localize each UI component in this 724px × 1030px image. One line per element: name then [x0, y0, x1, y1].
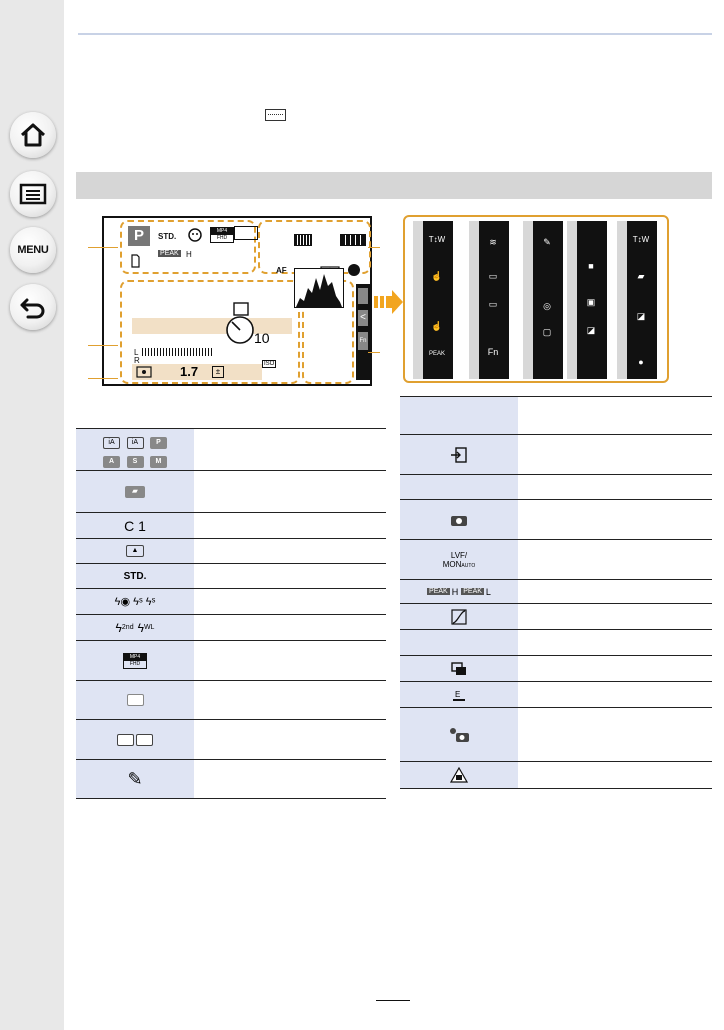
creative-control-icon: ✎ [543, 237, 551, 247]
icon-cell [76, 589, 194, 614]
s-mode-icon: S [127, 456, 144, 468]
table-row [76, 513, 386, 539]
icon-cell [76, 720, 194, 759]
record-dot [348, 264, 360, 276]
callout-line-2 [88, 345, 118, 346]
icon-cell [400, 397, 518, 434]
creative-control-icon: ✎ [127, 768, 143, 789]
flash-icon: ▭ [488, 271, 498, 281]
callout-line-1 [88, 247, 118, 248]
overheat-warning-icon [450, 767, 468, 783]
icon-cell [400, 500, 518, 539]
icon-cell [76, 641, 194, 680]
table-row [400, 630, 712, 656]
second-curtain-label: 2nd [121, 624, 134, 631]
movie-format-top: MP4 [211, 228, 233, 235]
flash-mode-icons: ϟ◉ ϟˢ ϟˢ [114, 596, 156, 608]
touch-tab-1[interactable] [358, 288, 368, 304]
home-button[interactable] [10, 112, 56, 158]
peaking-level: H [186, 250, 192, 259]
scene-icon: ▭ [488, 299, 498, 309]
movie-icon: ▰ [637, 271, 645, 281]
table-row [76, 641, 386, 681]
tab-strip-3[interactable] [531, 221, 563, 379]
icon-cell [76, 429, 194, 470]
metering-icon [136, 366, 152, 378]
list-icon [19, 183, 47, 205]
lvf-label: LVF/ [450, 550, 468, 560]
table-row [400, 762, 712, 789]
aperture-value: 1.7 [180, 364, 199, 379]
movie-mode-icon: ▰ [125, 486, 145, 498]
touch-tab-fn[interactable]: Fn [358, 332, 368, 350]
icon-cell [400, 762, 518, 788]
peaking-low-label: L [485, 586, 491, 597]
icon-cell [76, 564, 194, 588]
table-row [76, 539, 386, 564]
card-slot-icon [450, 447, 468, 463]
tab-strip-1[interactable] [421, 221, 453, 379]
callout-line-3 [88, 378, 118, 379]
sidebar [0, 0, 64, 1030]
icon-cell [76, 681, 194, 719]
icon-cell [400, 475, 518, 499]
auto-text: AUTO [461, 562, 476, 569]
icon-cell [400, 630, 518, 655]
home-icon [19, 122, 47, 148]
icon-cell [400, 604, 518, 629]
iso-indicator: ISO [264, 361, 275, 367]
page-number-rule [376, 1000, 410, 1001]
table-of-contents-button[interactable] [10, 171, 56, 217]
callout-line-4 [368, 247, 380, 248]
af-mode: AF [276, 266, 287, 275]
wireless-label: WL [143, 624, 155, 631]
menu-button[interactable] [10, 227, 56, 273]
tab-strip-2-edge [469, 221, 479, 379]
quality-icon-a [117, 734, 134, 746]
icon-cell [400, 708, 518, 761]
mic-icon: ● [638, 357, 644, 367]
icon-cell [400, 540, 518, 579]
icon-cell [76, 513, 194, 538]
table-row [400, 682, 712, 708]
callout-line-5 [368, 352, 380, 353]
custom-mode-icon: C 1 [124, 517, 146, 534]
touch-af-icon: ☝ [431, 271, 443, 281]
mon-label [443, 560, 475, 569]
touch-tab-panel [403, 215, 669, 383]
peaking-tab: PEAK [428, 351, 445, 357]
movie-format-bottom: FHD [216, 235, 228, 241]
icon-cell [76, 471, 194, 512]
table-row [400, 604, 712, 630]
section-heading-bar [76, 172, 712, 199]
icon-cell [400, 682, 518, 707]
multi-exposure-icon [451, 662, 467, 676]
icon-cell [76, 539, 194, 563]
exposure-icon: ◪ [586, 325, 596, 335]
touch-tab-arrow[interactable]: < [358, 310, 368, 326]
ia-plus-icon: iA [127, 437, 144, 449]
exposure-icon-2: ◪ [636, 311, 646, 321]
tab-strip-5-edge [617, 221, 627, 379]
tab-strip-5[interactable] [625, 221, 657, 379]
peaking-low-icon: PEAK [463, 588, 482, 595]
self-timer-value: 10 [254, 330, 270, 346]
fn-tab-label: Fn [487, 347, 499, 357]
tab-strip-4-edge [567, 221, 577, 379]
mon-text: MON [442, 559, 462, 569]
touch-shutter-icon: ☝ [431, 321, 443, 331]
table-row [76, 760, 386, 799]
exposure-comp-icon: ± [212, 366, 224, 378]
back-button[interactable] [10, 284, 56, 330]
tab-strip-2[interactable] [477, 221, 509, 379]
icon-cell [400, 656, 518, 681]
table-row [76, 681, 386, 720]
mode-icon: P [128, 226, 150, 246]
table-row [400, 708, 712, 762]
back-icon [19, 295, 47, 319]
rec-format-top: MP4 [124, 654, 146, 661]
quality-icon [294, 234, 312, 246]
table-row [76, 429, 386, 471]
tab-strip-1-edge [413, 221, 423, 379]
table-row [76, 615, 386, 641]
tab-strip-3-edge [523, 221, 533, 379]
card-icon [130, 254, 140, 268]
ia-icon: iA [103, 437, 120, 449]
icon-cell [400, 435, 518, 474]
wifi-icon: ≋ [489, 237, 497, 247]
photo-style: STD. [158, 232, 177, 241]
peaking-high-label: H [451, 586, 459, 597]
table-row [400, 580, 712, 604]
picture-size-icon [127, 694, 144, 706]
filter-icon: ◎ [543, 301, 551, 311]
level-gauge [142, 348, 212, 356]
peaking-icon: PEAK [160, 250, 179, 257]
histogram [294, 268, 344, 308]
p-mode-icon: P [150, 437, 167, 449]
icon-cell [400, 580, 518, 603]
menu-label: MENU [17, 244, 49, 256]
table-row [400, 540, 712, 580]
face-icon [188, 228, 202, 242]
table-row [76, 589, 386, 615]
scene-guide-icon: ▲ [126, 545, 144, 557]
zoom-icon-2: T↕W [632, 235, 650, 244]
movie-photo-icon [448, 727, 470, 743]
photo-style-icon: STD. [123, 570, 147, 582]
movie-format-icon [210, 227, 234, 243]
frame-icon [265, 109, 286, 121]
table-row [400, 397, 712, 435]
brightness-icon: ▣ [586, 297, 596, 307]
table-row [400, 656, 712, 682]
table-row [76, 720, 386, 760]
table-row [400, 500, 712, 540]
monitor-screen [102, 216, 372, 386]
level-right: R [134, 356, 140, 365]
header-rule [78, 33, 712, 35]
table-row [76, 564, 386, 589]
tone-curve-icon [451, 609, 467, 625]
flash-second-icon: ϟ [115, 620, 122, 635]
frame-select-icon: ▢ [542, 327, 552, 337]
m-mode-icon: M [150, 456, 167, 468]
arrow-right-icon [374, 288, 404, 316]
icon-cell [76, 615, 194, 640]
flash-wireless-icon: ϟ [137, 620, 144, 635]
defocus-icon: ■ [588, 261, 594, 271]
rec-format-icon [123, 653, 147, 669]
a-mode-icon: A [103, 456, 120, 468]
rec-format-bottom: FHD [129, 660, 141, 667]
tab-strip-4[interactable] [575, 221, 607, 379]
zoom-icon: T↕W [428, 235, 446, 244]
peaking-high-icon: PEAK [429, 588, 448, 595]
battery-icon [340, 234, 366, 246]
table-row [76, 471, 386, 513]
blank-indicator [234, 226, 258, 240]
icon-cell [76, 760, 194, 798]
table-row [400, 435, 712, 475]
level-left: L [134, 348, 139, 357]
table-row [400, 475, 712, 500]
camera-icon [450, 513, 468, 527]
electronic-shutter-icon [452, 688, 466, 702]
svg-text:E: E [455, 689, 461, 699]
quality-icon-b [136, 734, 153, 746]
